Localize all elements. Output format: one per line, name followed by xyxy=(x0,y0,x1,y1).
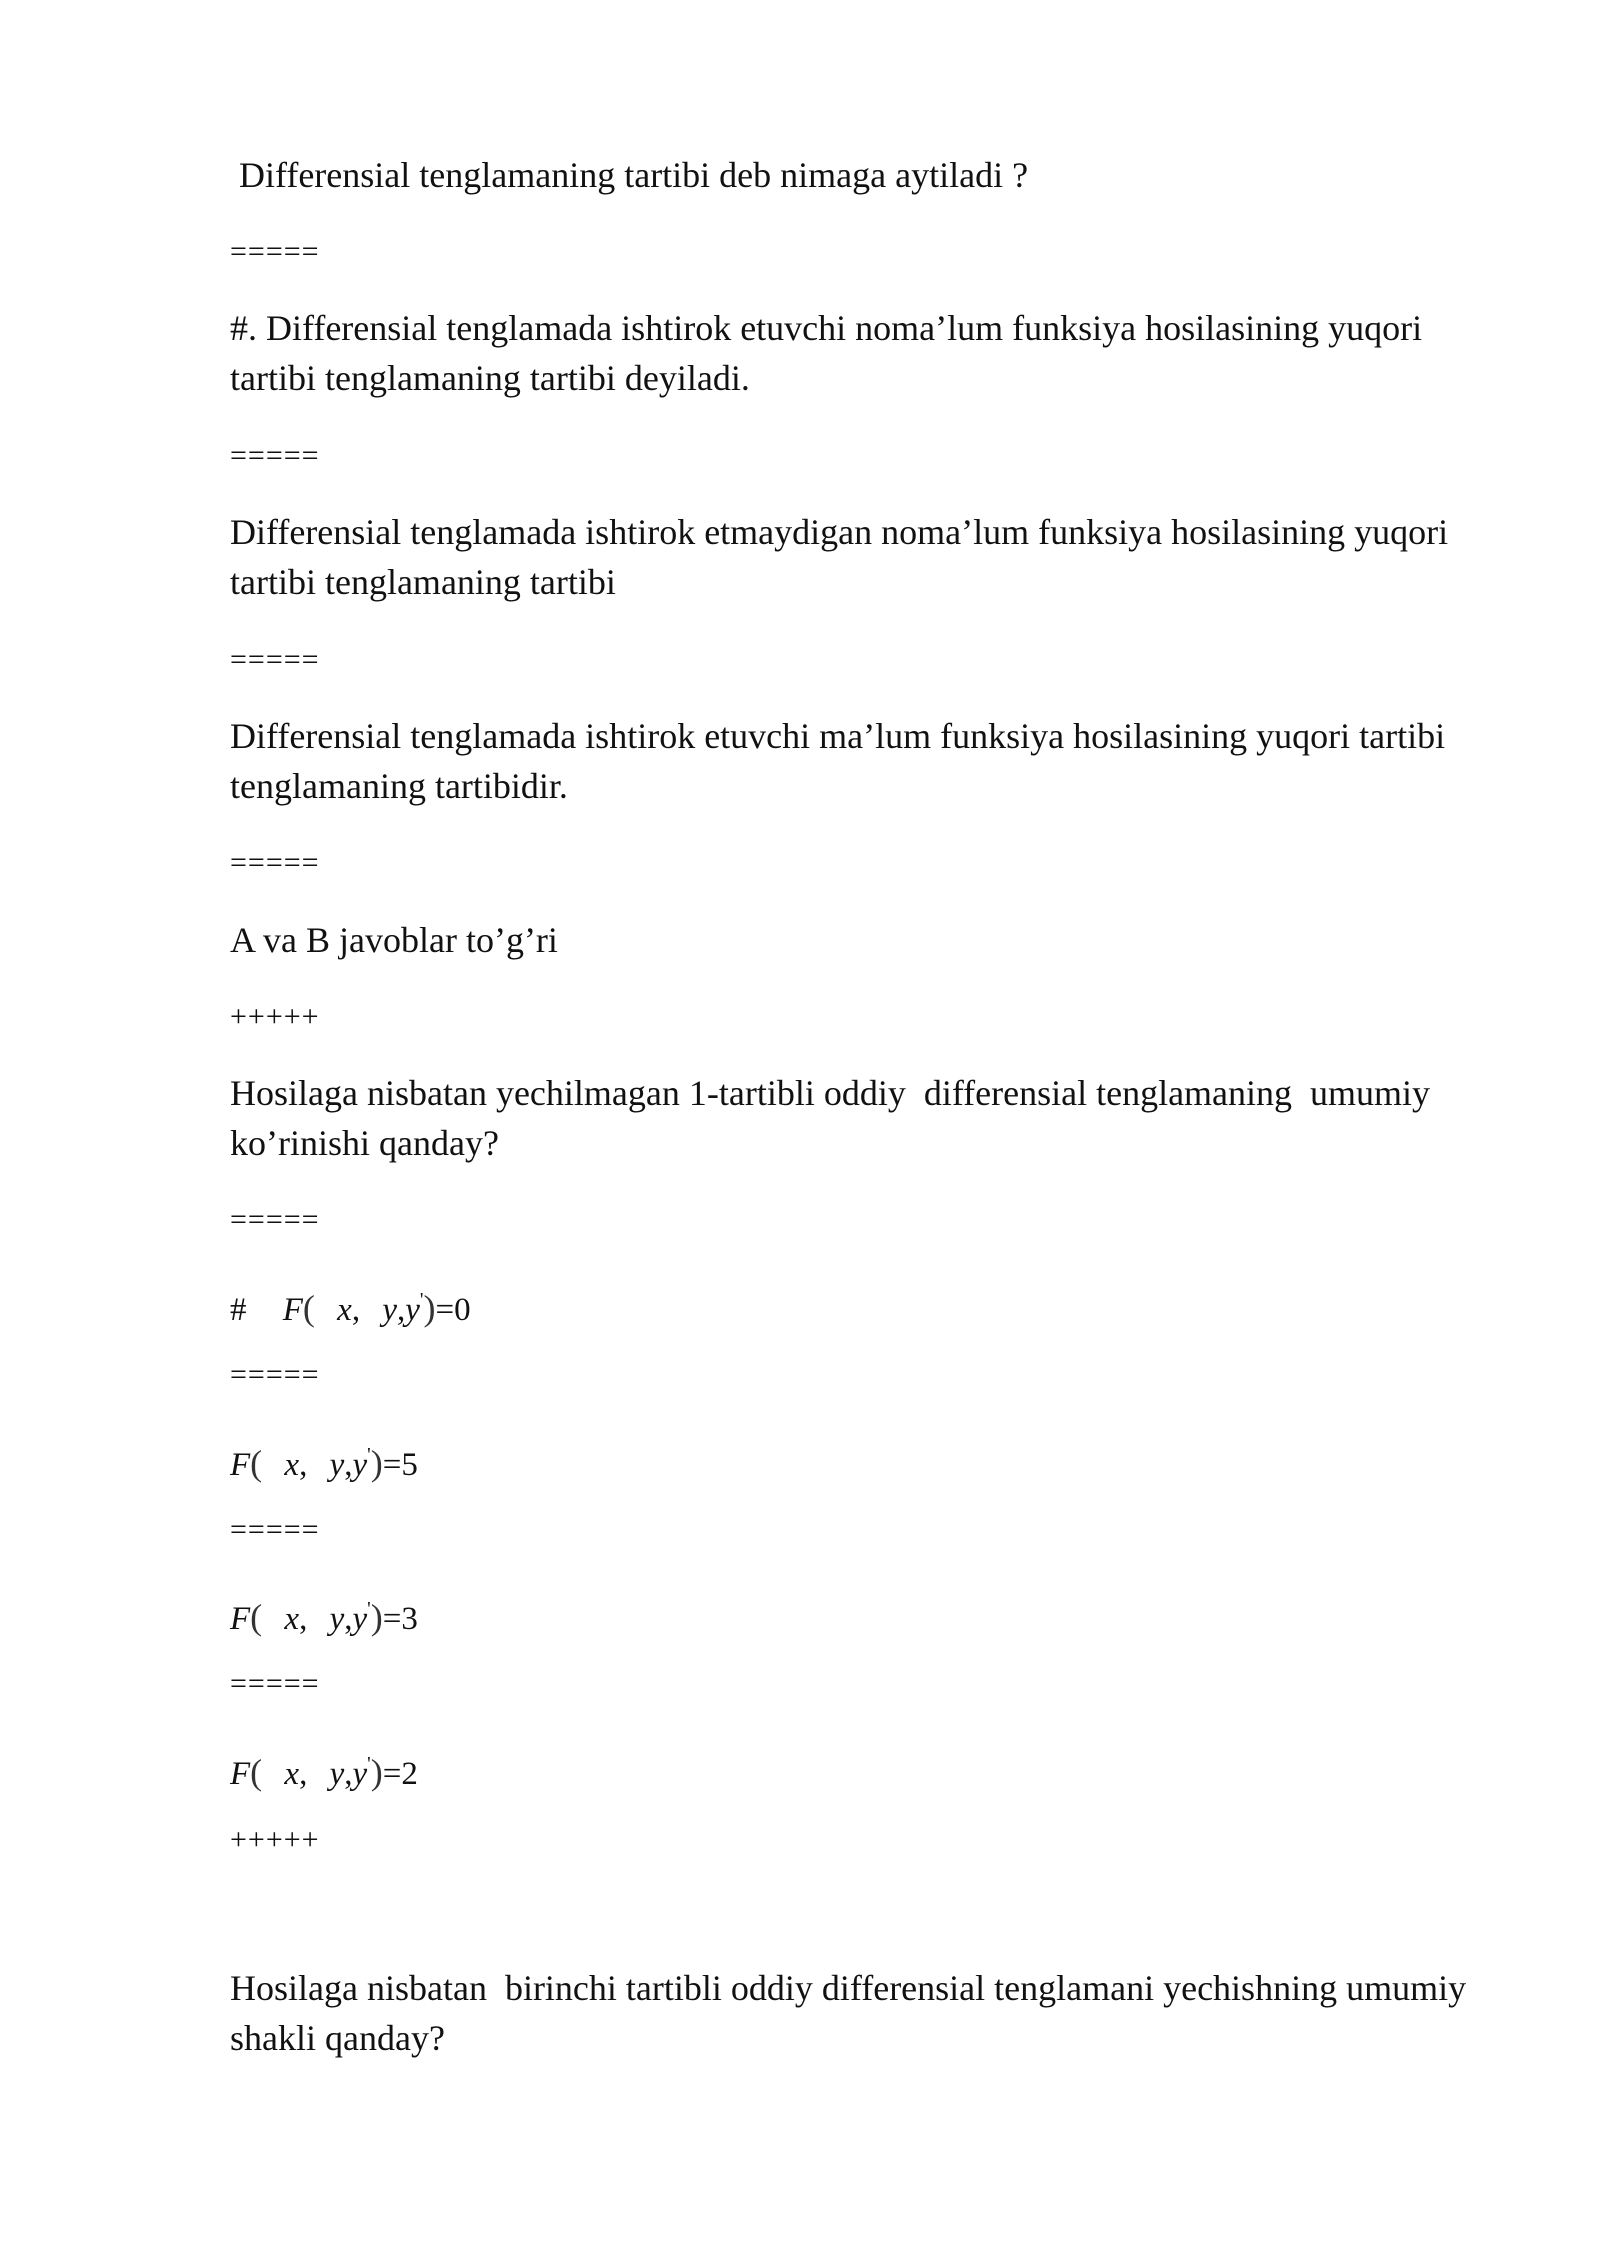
formula-open-paren: ( xyxy=(250,1752,263,1792)
formula-function: F xyxy=(230,1601,251,1637)
correct-marker: # xyxy=(230,1292,247,1328)
question-2-option-4-formula xyxy=(230,1742,418,1796)
formula-function: F xyxy=(230,1447,251,1483)
formula-comma: , xyxy=(299,1447,308,1483)
formula-y-prime: y xyxy=(352,1756,368,1792)
formula-y: y xyxy=(329,1756,345,1792)
formula-y-prime: y xyxy=(352,1601,368,1637)
formula-open-paren: ( xyxy=(302,1288,315,1328)
formula-comma: , xyxy=(344,1447,353,1483)
formula-open-paren: ( xyxy=(250,1597,263,1637)
formula-close-paren: ) xyxy=(370,1752,383,1792)
formula-y: y xyxy=(382,1292,397,1328)
formula-comma: , xyxy=(299,1756,308,1792)
formula-close-paren: ) xyxy=(370,1443,383,1483)
formula-equals: = xyxy=(435,1292,455,1328)
formula-prime: ' xyxy=(367,1753,371,1775)
option-separator: ===== xyxy=(230,846,320,879)
formula-close-paren: ) xyxy=(423,1288,436,1328)
option-separator: ===== xyxy=(230,235,320,268)
question-separator: +++++ xyxy=(230,1823,320,1856)
formula-equals: = xyxy=(382,1756,402,1792)
question-1-option-3: Differensial tenglamada ishtirok etuvchi ma’lum funksiya hosilasining yuqori tartibi tenglamaning tartibidir. xyxy=(230,716,1455,806)
formula-rhs: 0 xyxy=(454,1292,471,1328)
formula-comma: , xyxy=(344,1601,353,1637)
formula-comma: , xyxy=(299,1601,308,1637)
question-2-option-2-formula xyxy=(230,1433,418,1487)
formula-y-prime: y xyxy=(352,1447,368,1483)
option-separator: ===== xyxy=(230,1513,320,1546)
question-2-option-3-formula xyxy=(230,1587,418,1641)
question-2-text: Hosilaga nisbatan yechilmagan 1-tartibli oddiy differensial tenglamaning umumiy ko’rinishi qanday? xyxy=(230,1073,1440,1163)
formula-close-paren: ) xyxy=(370,1597,383,1637)
formula-function: F xyxy=(230,1756,251,1792)
formula-x: x xyxy=(337,1292,352,1328)
formula-x: x xyxy=(284,1756,300,1792)
formula-prime: ' xyxy=(367,1444,371,1466)
option-separator: ===== xyxy=(230,1667,320,1700)
question-1-option-4: A va B javoblar to’g’ri xyxy=(230,920,558,960)
formula-y-prime: y xyxy=(405,1292,420,1328)
formula-rhs: 3 xyxy=(401,1601,418,1637)
formula-function: F xyxy=(282,1292,303,1328)
formula-open-paren: ( xyxy=(250,1443,263,1483)
formula-equals: = xyxy=(382,1447,402,1483)
formula-comma: , xyxy=(351,1292,361,1328)
option-separator: ===== xyxy=(230,1203,320,1236)
formula-prime: ' xyxy=(419,1289,424,1311)
formula-equals: = xyxy=(382,1601,402,1637)
question-1-option-1: #. Differensial tenglamada ishtirok etuvchi noma’lum funksiya hosilasining yuqori tartibi tenglamaning tartibi deyiladi. xyxy=(230,308,1432,398)
option-separator: ===== xyxy=(230,1358,320,1391)
question-2-option-1-formula xyxy=(230,1278,471,1332)
question-separator: +++++ xyxy=(230,1000,320,1033)
formula-y: y xyxy=(329,1447,345,1483)
question-1-option-2: Differensial tenglamada ishtirok etmaydigan noma’lum funksiya hosilasining yuqori tartibi tenglamaning tartibi xyxy=(230,512,1458,602)
formula-rhs: 5 xyxy=(401,1447,418,1483)
option-separator: ===== xyxy=(230,439,320,472)
question-3-text: Hosilaga nisbatan birinchi tartibli oddiy differensial tenglamani yechishning umumiy shakli qanday? xyxy=(230,1968,1476,2058)
formula-prime: ' xyxy=(367,1598,371,1620)
formula-rhs: 2 xyxy=(401,1756,418,1792)
formula-comma: , xyxy=(344,1756,353,1792)
question-1-text: Differensial tenglamaning tartibi deb nimaga aytiladi ? xyxy=(230,155,1029,195)
formula-comma: , xyxy=(396,1292,406,1328)
option-separator: ===== xyxy=(230,643,320,676)
formula-x: x xyxy=(284,1447,300,1483)
formula-x: x xyxy=(284,1601,300,1637)
formula-y: y xyxy=(329,1601,345,1637)
